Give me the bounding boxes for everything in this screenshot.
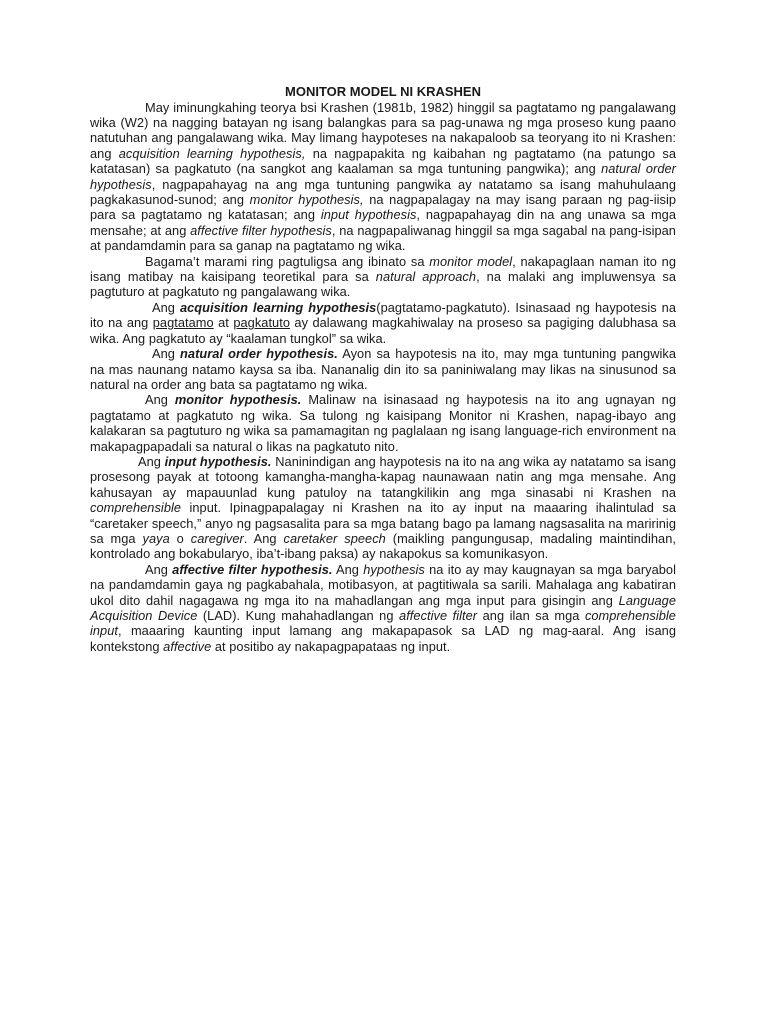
text-run: (LAD). Kung mahahadlangan ng	[197, 608, 400, 623]
term-lad: Language Acquisition Device	[90, 592, 676, 623]
term-pagkatuto: pagkatuto	[233, 315, 290, 331]
text-run: Ang	[332, 561, 364, 577]
term-affective-filter: affective filter hypothesis	[190, 222, 332, 238]
paragraph-acquisition-learning	[90, 300, 676, 346]
text-run: Ang	[152, 299, 180, 315]
term-natural-approach: natural approach	[375, 269, 477, 285]
text-run: Ang	[145, 392, 175, 408]
text-run: Ayon sa haypotesis na ito, may mga tuntuning pangwika na mas naunang natamo kaysa sa iba. Nananalig din ito sa paniniwalang may likas na sinusunod sa natural na order ang bata sa pagtatamo ng wika.	[90, 346, 676, 392]
heading-monitor: monitor hypothesis.	[174, 392, 302, 408]
text-run: Naninindigan ang haypotesis na ito na ang wika ay natatamo sa isang prosesong payak at totoong kamangha-mangha-kapag naunawaan natin ang mga mensahe. Ang kahusayan ay mapauunlad kung patuloy na tatangkilikin ang mga sinasabi ni Krashen na	[90, 453, 677, 500]
term-hypothesis: hypothesis	[363, 561, 425, 577]
text-run: (pagtatamo-pagkatuto). Isinasaad ng haypotesis na ito na ang	[90, 299, 677, 331]
term-caretaker-speech: caretaker speech	[283, 530, 386, 546]
text-run: , na nagpapaliwanag hinggil sa mga sagabal na pang-isipan at pandamdamin para sa ganap na pagtatamo ng wika.	[90, 222, 676, 254]
paragraph-affective-filter	[90, 562, 676, 654]
term-acquisition-learning: acquisition learning hypothesis,	[118, 145, 306, 161]
paragraph-input	[90, 454, 676, 562]
term-natural-order: natural order hypothesis	[90, 161, 676, 192]
text-run: Ang	[152, 346, 181, 362]
term-affective: affective	[163, 638, 212, 654]
text-run: , nakapaglaan naman ito ng isang matibay na kaisipang teoretikal para sa	[90, 253, 677, 285]
text-run: o	[169, 530, 191, 546]
text-run: ay dalawang magkahiwalay na proseso sa pagiging dalubhasa sa wika. Ang pagkatuto ay “kaalaman tungkol” sa wika.	[90, 315, 676, 346]
term-comprehensible-input: comprehensible input	[90, 608, 676, 639]
text-run: input. Ipinagpapalagay ni Krashen na ito ay input na maaaring ihalintulad sa “caretaker speech,” anyo ng pagsasalita para sa mga batang bago pa lamang nagsasalita na maririnig sa mga	[90, 500, 676, 546]
document-page	[90, 84, 676, 654]
paragraph-criticism	[90, 254, 676, 300]
text-run: na nagpapalagay na may isang paraan ng pag-iisip para sa pagtatamo ng katatasan; ang	[90, 192, 677, 223]
heading-acquisition-learning: acquisition learning hypothesis	[179, 299, 377, 315]
text-run: Ang	[145, 561, 173, 577]
text-run: (maikling pangungusap, madaling maintindihan, kontrolado ang bokabularyo, iba’t-ibang paksa) ay nakapokus sa komunikasyon.	[90, 530, 676, 562]
term-affective-filter-2: affective filter	[399, 608, 478, 623]
text-run: . Ang	[243, 530, 284, 546]
text-run: , na malaki ang impluwensya sa pagtuturo at pagkatuto ng pangalawang wika.	[90, 269, 676, 300]
text-run: ang ilan sa mga	[477, 608, 585, 623]
heading-affective-filter: affective filter hypothesis.	[172, 561, 333, 577]
text-run: Malinaw na isinasaad ng haypotesis na ito ang ugnayan ng pagtatamo at pagkatuto ng wika. Sa tulong ng kaisipang Monitor ni Krashen, napag-ibayo ang kalakaran sa pagtuturo ng wika sa pamamagitan ng paglalaan ng isang language-rich environment na makapagpapadali sa natural o likas na pagkatuto nito.	[90, 392, 676, 454]
text-run: , nagpapahayag na ang mga tuntuning pangwika ay natatamo sa isang mahuhulaang pagkakasunod-sunod; ang	[90, 176, 676, 208]
paragraph-monitor	[90, 392, 676, 454]
text-run: at positibo ay nakapagpapataas ng input.	[211, 638, 451, 654]
text-run: na ito ay may kaugnayan sa mga baryabol na pandamdamin gaya ng pagkabahala, motibasyon, at pagtitiwala sa sarili. Mahalaga ang kabatiran ukol dito dahil nagagawa ng mga ito na mahadlangan ang mga input para gisingin ang	[90, 561, 676, 608]
text-run: , maaaring kaunting input lamang ang makapapasok sa LAD ng mag-aaral. Ang isang kontekstong	[90, 623, 676, 654]
term-comprehensible: comprehensible	[90, 500, 182, 516]
paragraph-natural-order	[90, 346, 676, 392]
paragraph-intro	[90, 100, 676, 254]
text-run: , nagpapahayag din na ang unawa sa mga mensahe; at ang	[90, 207, 676, 238]
heading-input: input hypothesis.	[164, 453, 272, 469]
term-monitor-model: monitor model	[429, 253, 513, 269]
text-run: Ang	[138, 453, 165, 469]
term-monitor: monitor hypothesis,	[249, 192, 364, 208]
text-run: at	[213, 315, 234, 331]
text-run: May iminungkahing teorya bsi Krashen (1981b, 1982) hinggil sa pagtatamo ng pangalawang wika (W2) na nagging batayan ng isang balangkas para sa pag-unawa ng mga proseso kung paano natutuhan ang pangalawang wika. May limang haypoteses na nakapaloob sa teoryang ito ni Krashen: ang	[90, 99, 676, 161]
term-pagtatamo: pagtatamo	[152, 315, 214, 331]
text-run: na nagpapakita ng kaibahan ng pagtatamo (na patungo sa katatasan) sa pagkatuto (na sangkot ang kaalaman sa mga tuntuning pangwika); ang	[90, 145, 677, 177]
term-caregiver: caregiver	[190, 530, 244, 546]
document-title: MONITOR MODEL NI KRASHEN	[285, 84, 481, 99]
term-yaya: yaya	[142, 530, 170, 546]
heading-natural-order: natural order hypothesis.	[180, 346, 338, 362]
term-input: input hypothesis	[320, 207, 417, 223]
text-run: Bagama’t marami ring pagtuligsa ang ibinato sa	[145, 253, 430, 269]
